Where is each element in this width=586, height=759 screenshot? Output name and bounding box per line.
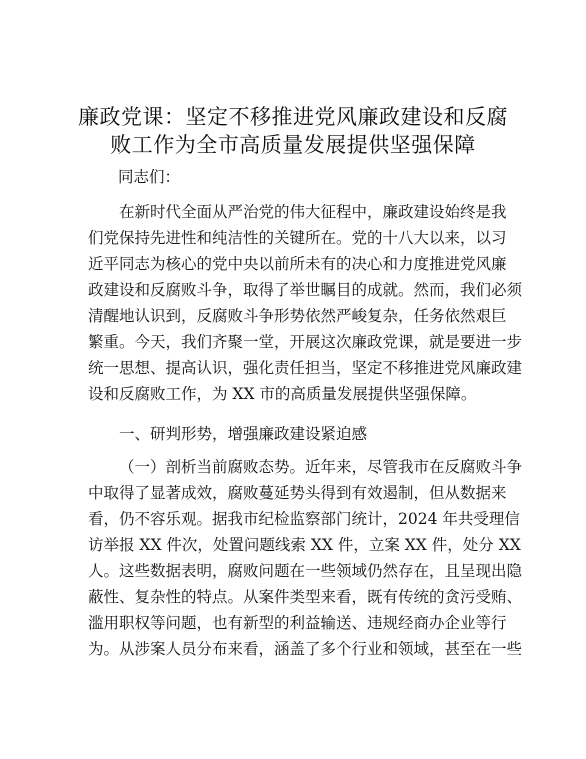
paragraph-situation	[88, 454, 523, 662]
greeting: 同志们：	[118, 168, 181, 186]
paragraph-line: 统一思想、提高认识，强化责任担当，坚定不移推进党风廉政建	[88, 359, 523, 377]
paragraph-line: 近平同志为核心的党中央以前所未有的决心和力度推进党风廉	[88, 255, 507, 273]
paragraph-intro	[88, 199, 523, 407]
paragraph-line: 人。这些数据表明，腐败问题在一些领域仍然存在，且呈现出隐	[88, 562, 523, 580]
document-title-line-2: 败工作为全市高质量发展提供坚强保障	[110, 133, 476, 157]
paragraph-line: 在新时代全面从严治党的伟大征程中，廉政建设始终是我	[119, 203, 507, 221]
paragraph-line: 访举报 XX 件次，处置问题线索 XX 件，立案 XX 件，处分 XX	[88, 536, 521, 554]
paragraph-line: 中取得了显著成效，腐败蔓延势头得到有效遏制，但从数据来	[88, 484, 507, 502]
paragraph-line: 繁重。今天，我们齐聚一堂，开展这次廉政党课，就是要进一步	[88, 333, 523, 351]
paragraph-line: 清醒地认识到，反腐败斗争形势依然严峻复杂，任务依然艰巨	[88, 307, 507, 325]
paragraph-line: （一）剖析当前腐败态势。近年来，尽管我市在反腐败斗争	[119, 458, 523, 476]
section-heading: 一、研判形势，增强廉政建设紧迫感	[119, 425, 368, 443]
document-title-line-1: 廉政党课：坚定不移推进党风廉政建设和反腐	[78, 105, 508, 129]
paragraph-line: 为。从涉案人员分布来看，涵盖了多个行业和领域，甚至在一些	[88, 640, 523, 658]
paragraph-line: 们党保持先进性和纯洁性的关键所在。党的十八大以来，以习	[88, 229, 507, 247]
paragraph-line: 滥用职权等问题，也有新型的利益输送、违规经商办企业等行	[88, 614, 507, 632]
paragraph-line: 看，仍不容乐观。据我市纪检监察部门统计，2024 年共受理信	[88, 510, 520, 528]
paragraph-line: 政建设和反腐败斗争，取得了举世瞩目的成就。然而，我们必须	[88, 281, 523, 299]
paragraph-line: 蔽性、复杂性的特点。从案件类型来看，既有传统的贪污受贿、	[88, 588, 523, 606]
paragraph-line: 设和反腐败工作，为 XX 市的高质量发展提供坚强保障。	[88, 385, 477, 403]
